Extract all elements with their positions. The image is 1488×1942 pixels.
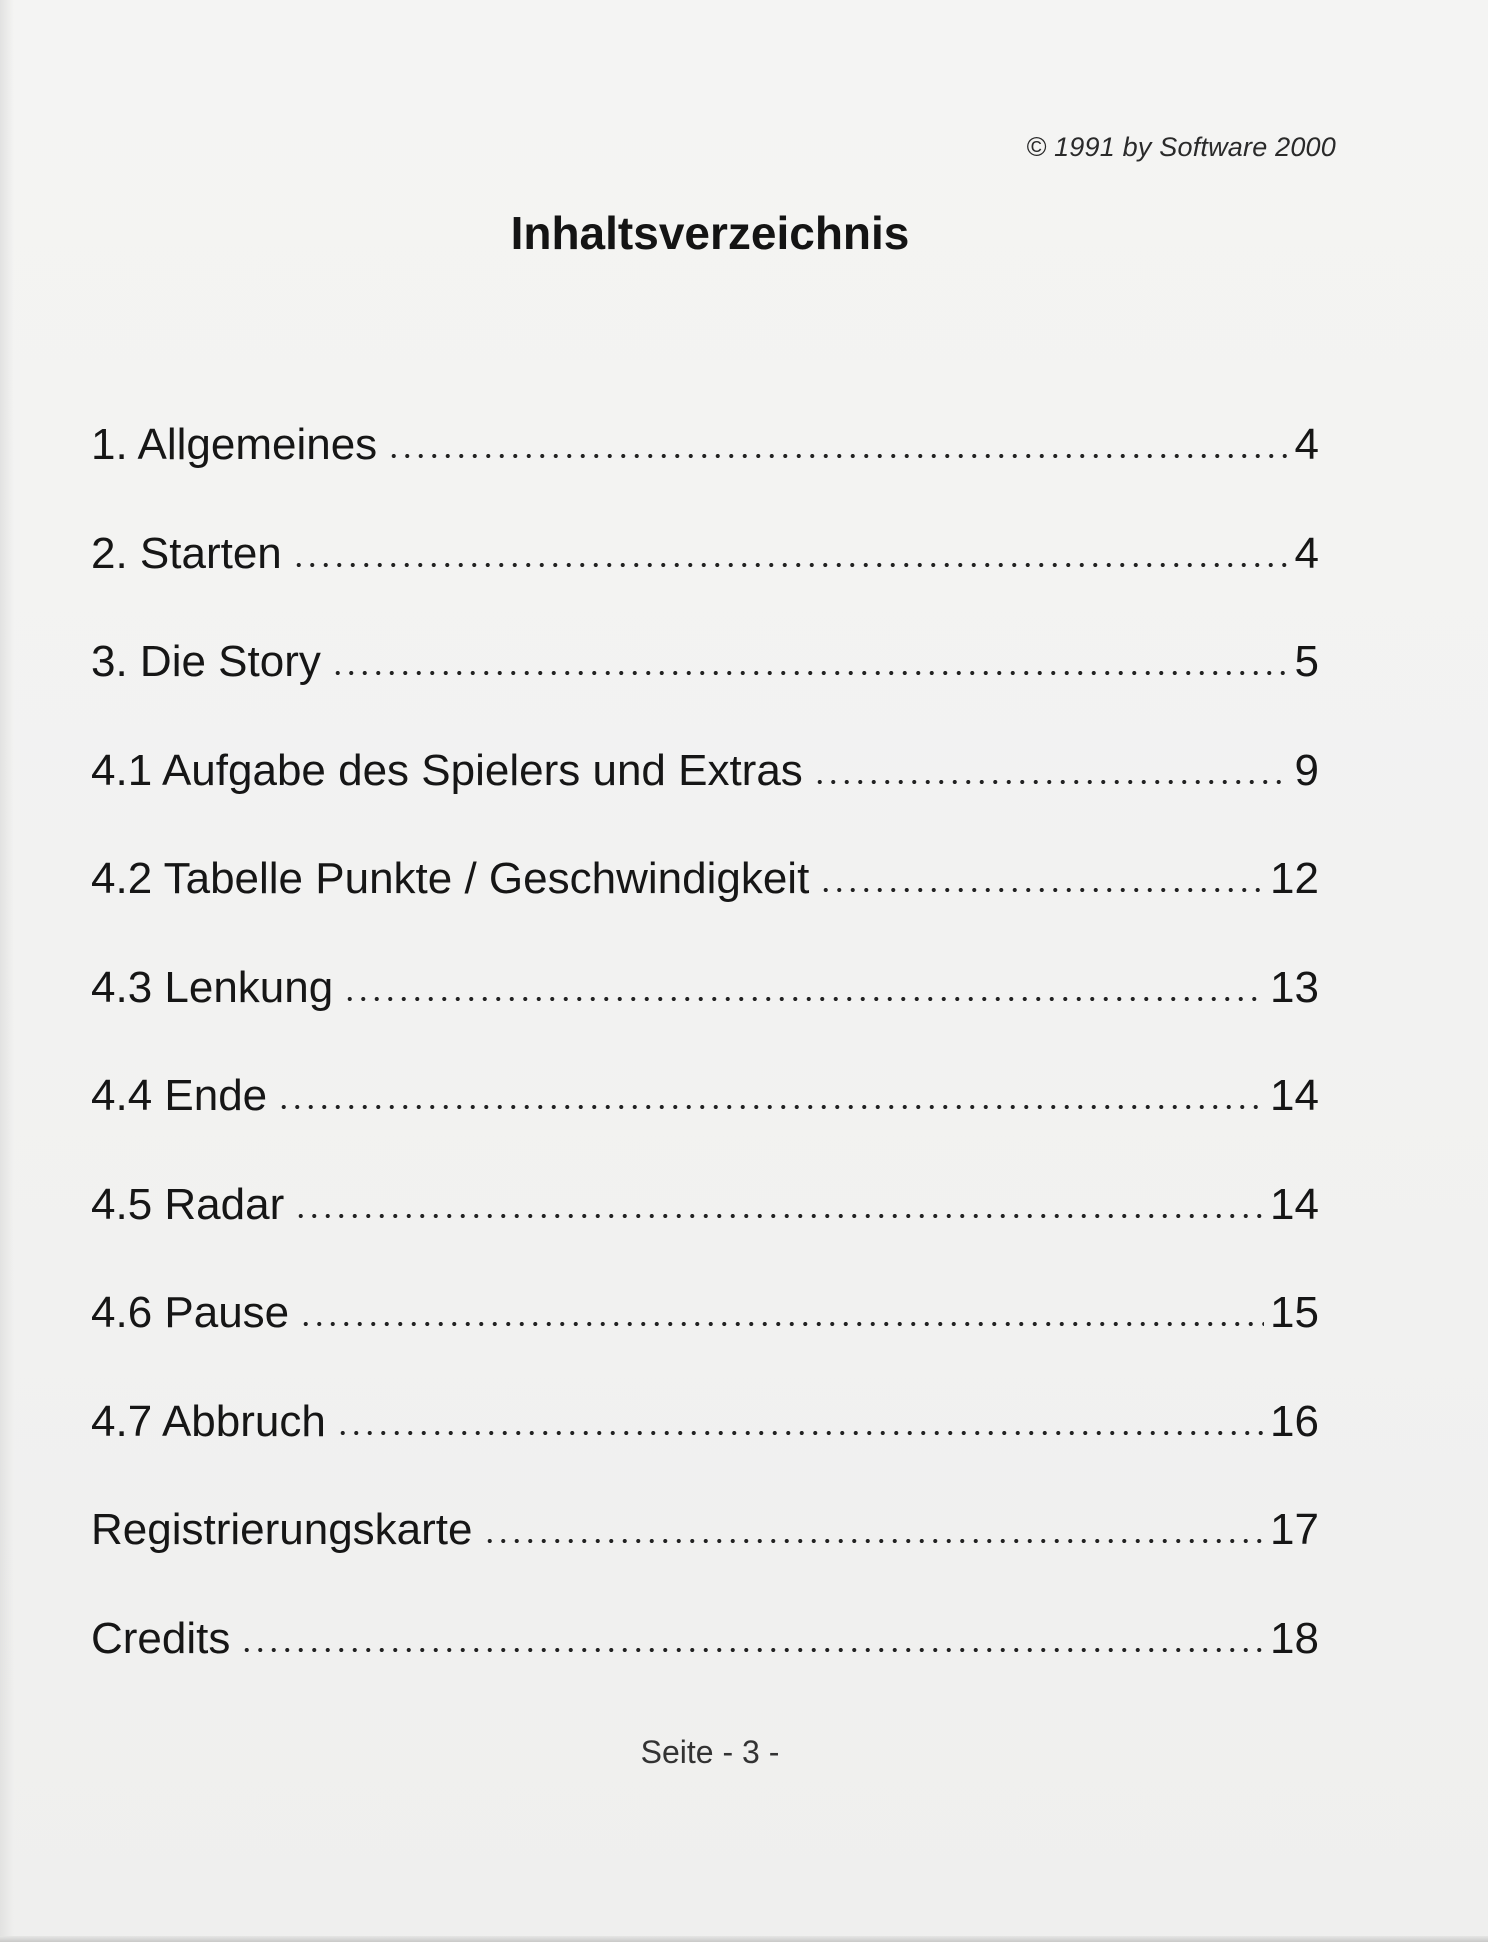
toc-entry-label: Credits [91, 1613, 231, 1663]
toc-dot-leader [292, 562, 1289, 568]
toc-entry-label: 4.4 Ende [91, 1071, 268, 1120]
toc-entry-page: 12 [1270, 854, 1319, 903]
toc-entry-label: 2. Starten [91, 528, 282, 578]
toc-dot-leader [813, 779, 1289, 785]
copyright-notice: © 1991 by Software 2000 [1026, 132, 1336, 162]
toc-entry [91, 1614, 1319, 1723]
toc-entry-label: 3. Die Story [91, 637, 321, 686]
toc-entry [91, 1288, 1319, 1397]
toc-dot-leader [819, 887, 1264, 893]
toc-entry [91, 1071, 1319, 1180]
toc-entry-page: 4 [1294, 528, 1319, 578]
toc-entry-label: 4.7 Abbruch [91, 1396, 326, 1446]
toc-entry-page: 17 [1270, 1505, 1319, 1554]
toc-entry [91, 746, 1319, 855]
toc-entry [91, 1505, 1319, 1614]
toc-entry [91, 637, 1319, 746]
toc-dot-leader [336, 1430, 1264, 1436]
toc-entry-page: 15 [1270, 1288, 1319, 1337]
table-of-contents [91, 420, 1319, 1722]
toc-entry [91, 1180, 1319, 1289]
toc-dot-leader [343, 996, 1264, 1002]
toc-entry [91, 1397, 1319, 1506]
toc-entry [91, 529, 1319, 638]
page-edge-shadow [0, 1936, 1488, 1942]
toc-dot-leader [294, 1213, 1264, 1219]
toc-entry-label: 4.6 Pause [91, 1288, 290, 1337]
toc-entry-page: 14 [1270, 1071, 1319, 1120]
toc-entry-label: 1. Allgemeines [91, 420, 378, 469]
toc-dot-leader [277, 1104, 1264, 1110]
page-title: Inhaltsverzeichnis [510, 207, 910, 259]
toc-entry-label: Registrierungskarte [91, 1505, 473, 1554]
toc-entry-label: 4.3 Lenkung [91, 962, 334, 1012]
toc-dot-leader [387, 453, 1288, 459]
page-edge-shadow [0, 0, 14, 1942]
toc-entry-label: 4.1 Aufgabe des Spielers und Extras [91, 745, 803, 795]
toc-entry-page: 16 [1270, 1396, 1319, 1446]
toc-entry-label: 4.2 Tabelle Punkte / Geschwindigkeit [91, 854, 810, 903]
toc-dot-leader [240, 1647, 1264, 1653]
toc-entry [91, 420, 1319, 529]
toc-entry-page: 5 [1294, 637, 1319, 686]
toc-entry [91, 963, 1319, 1072]
page-number-footer: Seite - 3 - [640, 1734, 780, 1770]
toc-entry-page: 4 [1294, 420, 1319, 469]
toc-entry-label: 4.5 Radar [91, 1179, 285, 1229]
toc-entry [91, 854, 1319, 963]
toc-entry-page: 13 [1270, 962, 1319, 1012]
toc-dot-leader [331, 670, 1289, 676]
toc-dot-leader [483, 1538, 1265, 1544]
toc-dot-leader [299, 1321, 1264, 1327]
toc-entry-page: 14 [1270, 1179, 1319, 1229]
toc-entry-page: 9 [1294, 745, 1319, 795]
toc-entry-page: 18 [1270, 1613, 1319, 1663]
